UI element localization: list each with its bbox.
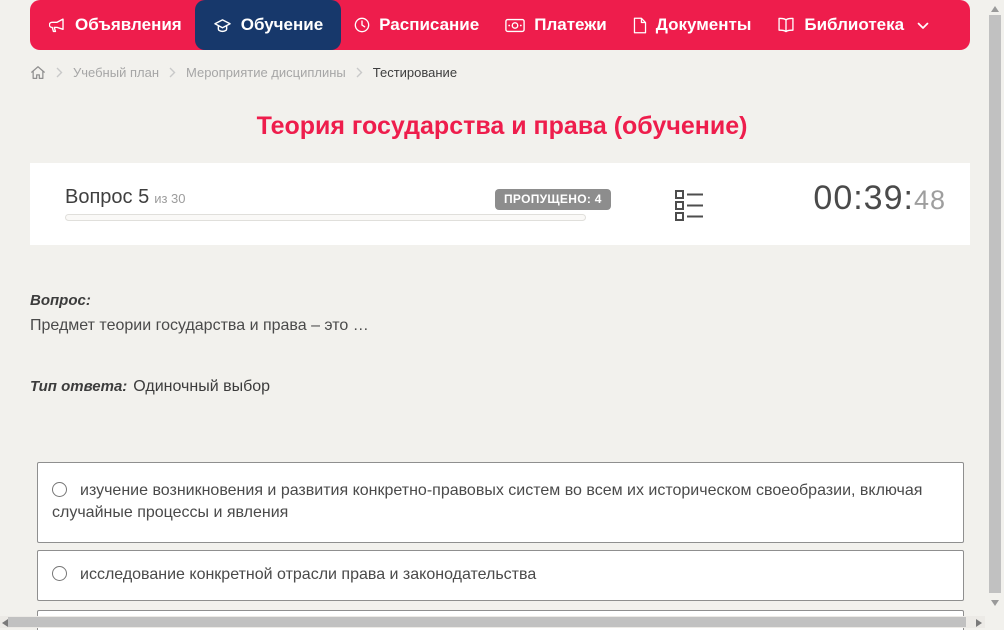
home-link[interactable]: [30, 65, 46, 80]
page-title: Теория государства и права (обучение): [256, 112, 748, 140]
scroll-up-arrow[interactable]: [991, 6, 999, 12]
clock-icon: [354, 17, 370, 33]
breadcrumb-item-discipline-event[interactable]: Мероприятие дисциплины: [186, 64, 346, 80]
breadcrumb: [30, 61, 457, 83]
nav-item-label: Объявления: [75, 15, 182, 34]
chevron-right-icon: [56, 67, 63, 78]
answer-option-2[interactable]: [37, 550, 964, 601]
answer-option-1[interactable]: [37, 462, 964, 543]
nav-item-label: Обучение: [240, 15, 324, 34]
main-nav: [30, 0, 970, 50]
answer-type-row: [30, 378, 270, 396]
document-icon: [633, 17, 647, 34]
radio-button[interactable]: [52, 482, 67, 497]
timer: [813, 179, 946, 218]
question-text: Предмет теории государства и права – это …: [30, 317, 369, 334]
chevron-right-icon: [169, 67, 176, 78]
nav-item-label: Платежи: [534, 15, 607, 34]
question-heading: Вопрос:: [30, 292, 91, 309]
nav-item-announcements[interactable]: [36, 0, 195, 50]
scroll-down-arrow[interactable]: [991, 600, 999, 606]
question-list-icon[interactable]: [674, 188, 705, 223]
graduation-cap-icon: [213, 17, 232, 34]
nav-item-label: Расписание: [379, 15, 480, 34]
nav-item-learning[interactable]: [195, 0, 341, 50]
horizontal-scrollbar-thumb[interactable]: [8, 617, 966, 627]
megaphone-icon: [49, 17, 66, 34]
open-book-icon: [777, 17, 795, 33]
horizontal-scrollbar[interactable]: [0, 616, 985, 628]
banknote-icon: [505, 18, 525, 33]
nav-item-schedule[interactable]: [341, 0, 492, 50]
answer-type-label: Тип ответа:: [30, 378, 128, 395]
progress-bar: [65, 214, 586, 221]
answer-options: [37, 462, 964, 630]
question-total: из 30: [154, 191, 186, 206]
answer-type-value: Одиночный выбор: [133, 378, 271, 395]
vertical-scrollbar[interactable]: [985, 0, 1004, 617]
nav-item-documents[interactable]: [620, 0, 765, 50]
chevron-down-icon: [917, 22, 929, 30]
vertical-scrollbar-thumb[interactable]: [989, 15, 1001, 593]
timer-hours-minutes: 00:39:: [813, 179, 914, 217]
chevron-right-icon: [356, 67, 363, 78]
breadcrumb-current: Тестирование: [372, 64, 458, 80]
radio-button[interactable]: [52, 566, 67, 581]
nav-item-label: Документы: [655, 15, 752, 34]
question-header-card: [30, 163, 970, 245]
nav-item-library[interactable]: [764, 0, 942, 50]
question-number: [65, 186, 186, 209]
timer-seconds: 48: [913, 185, 946, 215]
scrollbar-corner: [985, 616, 1004, 630]
skipped-badge: ПРОПУЩЕНО: 4: [495, 189, 611, 210]
scroll-right-arrow[interactable]: [976, 619, 982, 627]
breadcrumb-item-study-plan[interactable]: Учебный план: [73, 64, 159, 80]
question-number-label: Вопрос 5: [65, 186, 150, 208]
answer-option-label: исследование конкретной отрасли права и законодательства: [80, 566, 537, 583]
nav-item-label: Библиотека: [804, 15, 905, 34]
home-icon: [30, 65, 46, 80]
nav-item-payments[interactable]: [492, 0, 620, 50]
answer-option-label: изучение возникновения и развития конкретно-правовых систем во всем их историческом своеобразии, включая случайные процессы и явления: [52, 482, 923, 521]
